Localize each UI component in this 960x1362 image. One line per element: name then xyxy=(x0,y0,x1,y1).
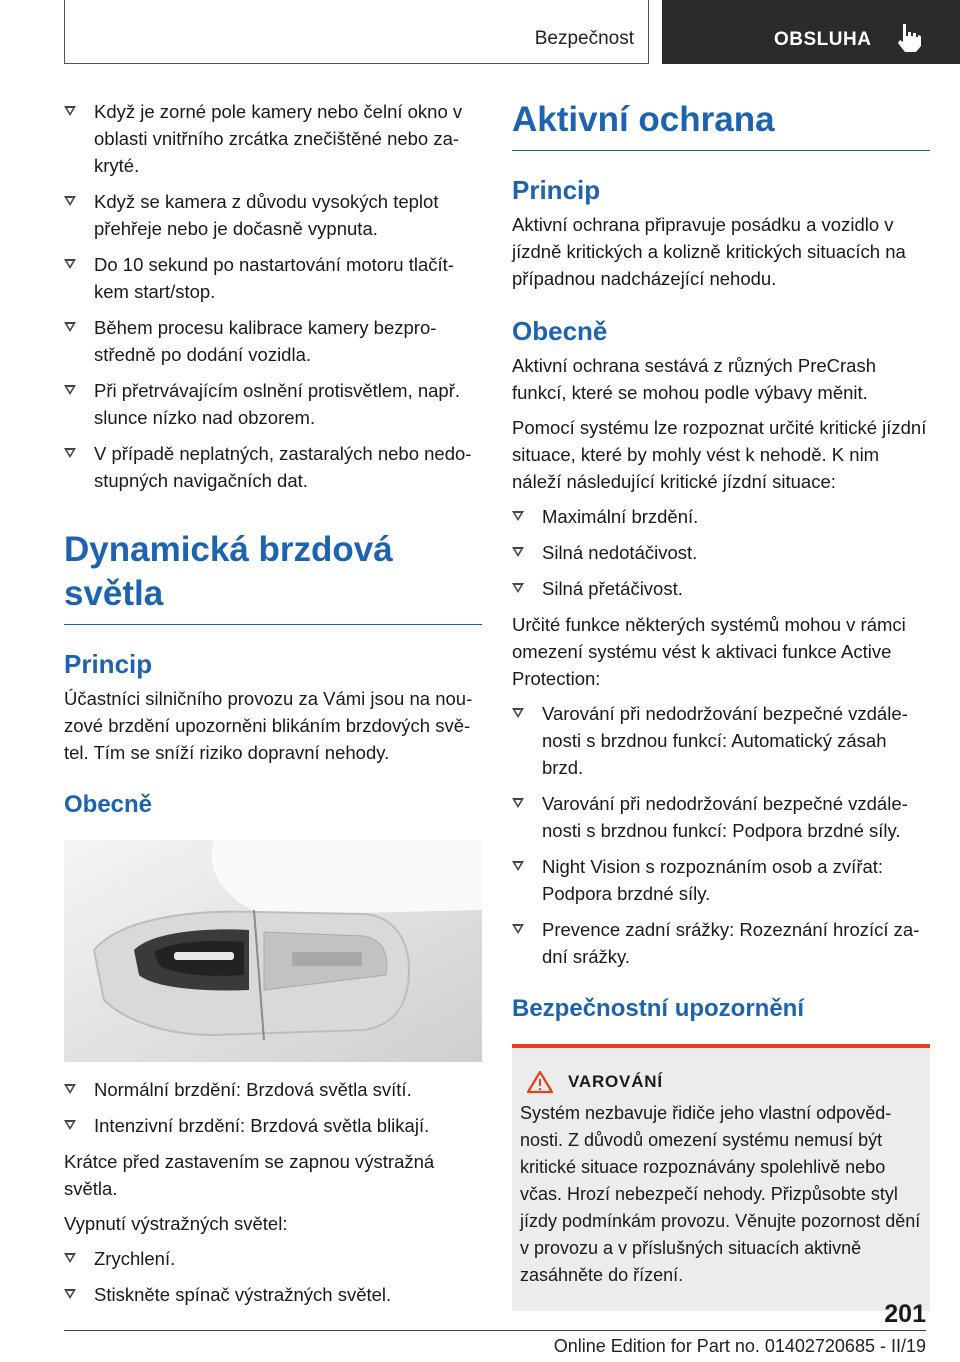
subheading-general: Obecně xyxy=(512,316,608,346)
bullet-triangle-icon xyxy=(64,385,76,395)
warning-triangle-icon xyxy=(526,1070,554,1094)
tail-light-illustration xyxy=(64,840,482,1062)
footer-divider xyxy=(64,1330,926,1331)
bullet-triangle-icon xyxy=(64,1120,76,1130)
edition-footer: Online Edition for Part no. 01402720685 - II/19 xyxy=(553,1336,926,1356)
warning-header xyxy=(520,1070,922,1094)
paragraph: Pomocí systému lze rozpoznat určité kritické jízdní situace, které by mohly vést k nehodě. K nim náleží následující kritické jízdní situace: xyxy=(512,417,927,492)
list-item: Silná přetáčivost. xyxy=(512,575,930,602)
list-item: Night Vision s rozpoznáním osob a zvířat: Podpora brzdné síly. xyxy=(512,853,930,907)
list-item: Během procesu kalibrace kamery bezpro‐středně po dodání vozidla. xyxy=(64,314,482,368)
left-column xyxy=(64,98,482,1317)
section-heading-active-protection: Aktivní ochrana xyxy=(512,98,930,151)
list-item: Varování při nedodržování bezpečné vzdále‐nosti s brzdnou funkcí: Automatický zásah brzd. xyxy=(512,700,930,781)
bullet-triangle-icon xyxy=(512,708,524,718)
list-item: Varování při nedodržování bezpečné vzdále‐nosti s brzdnou funkcí: Podpora brzdné síly. xyxy=(512,790,930,844)
tail-light-image xyxy=(64,840,482,1062)
warning-title: VAROVÁNÍ xyxy=(568,1072,663,1091)
list-item: Do 10 sekund po nastartování motoru tlačít‐kem start/stop. xyxy=(64,251,482,305)
section-title: Bezpečnost xyxy=(534,28,634,49)
bullet-triangle-icon xyxy=(64,1253,76,1263)
bullet-triangle-icon xyxy=(512,924,524,934)
warning-text: Systém nezbavuje řidiče jeho vlastní odpověd‐nosti. Z důvodů omezení systému nemusí být kritické situace rozpoznávány spolehlivě nebo včas. Hrozí nebezpečí nehody. Přizpůsobte styl jízdy podmínkám provozu. Věnujte pozornost dění v provozu a v příslušných situacích aktivně zasáhněte do řízení. xyxy=(520,1103,921,1285)
principle-text: Účastníci silničního provozu za Vámi jsou na nou‐zové brzdění upozorněni blikáním brzdových svě‐tel. Tím se sníží riziko dopravní nehody. xyxy=(64,688,473,763)
list-item: Když je zorné pole kamery nebo čelní okno v oblasti vnitřního zrcátka znečištěné nebo za‐kryté. xyxy=(64,98,482,179)
bullet-triangle-icon xyxy=(512,547,524,557)
running-header xyxy=(64,0,649,64)
subheading-principle: Princip xyxy=(64,649,153,679)
bullet-triangle-icon xyxy=(512,798,524,808)
bullet-triangle-icon xyxy=(512,861,524,871)
paragraph: Aktivní ochrana sestává z různých PreCrash funkcí, které se mohou podle výbavy měnit. xyxy=(512,355,876,403)
bullet-triangle-icon xyxy=(64,448,76,458)
bullet-triangle-icon xyxy=(64,1084,76,1094)
principle-text: Aktivní ochrana připravuje posádku a vozidlo v jízdně kritických a kolizně kritických situacích na případnou nadcházející nehodu. xyxy=(512,214,906,289)
list-item: Při přetrvávajícím oslnění protisvětlem, např. slunce nízko nad obzorem. xyxy=(64,377,482,431)
list-item: Normální brzdění: Brzdová světla svítí. xyxy=(64,1076,482,1103)
bullet-triangle-icon xyxy=(64,322,76,332)
subheading-principle: Princip xyxy=(512,175,601,205)
subheading-safety-notes: Bezpečnostní upozornění xyxy=(512,995,805,1022)
bullet-triangle-icon xyxy=(512,583,524,593)
paragraph: Určité funkce některých systémů mohou v rámci omezení systému vést k aktivaci funkce Active Protection: xyxy=(512,614,906,689)
right-column xyxy=(512,98,930,1311)
bullet-triangle-icon xyxy=(64,259,76,269)
list-item: Intenzivní brzdění: Brzdová světla blikají. xyxy=(64,1112,482,1139)
list-item: Zrychlení. xyxy=(64,1245,482,1272)
list-item: Maximální brzdění. xyxy=(512,503,930,530)
subheading-general: Obecně xyxy=(64,791,153,818)
list-item: Když se kamera z důvodu vysokých teplot přehřeje nebo je dočasně vypnuta. xyxy=(64,188,482,242)
list-item: Prevence zadní srážky: Rozeznání hrozící za‐dní srážky. xyxy=(512,916,930,970)
paragraph: Krátce před zastavením se zapnou výstražná světla. xyxy=(64,1151,435,1199)
section-heading-dynamic-brake-lights: Dynamická brzdová světla xyxy=(64,528,482,625)
chapter-tab xyxy=(662,0,960,64)
paragraph: Vypnutí výstražných světel: xyxy=(64,1213,288,1234)
page-number: 201 xyxy=(884,1300,926,1328)
chapter-label: OBSLUHA xyxy=(774,29,872,50)
warning-box xyxy=(512,1044,930,1311)
bullet-triangle-icon xyxy=(64,196,76,206)
bullet-triangle-icon xyxy=(64,1289,76,1299)
list-item: V případě neplatných, zastaralých nebo nedo‐stupných navigačních dat. xyxy=(64,440,482,494)
bullet-triangle-icon xyxy=(512,511,524,521)
list-item: Silná nedotáčivost. xyxy=(512,539,930,566)
bullet-triangle-icon xyxy=(64,106,76,116)
list-item: Stiskněte spínač výstražných světel. xyxy=(64,1281,482,1308)
hand-pointer-icon xyxy=(894,22,924,54)
